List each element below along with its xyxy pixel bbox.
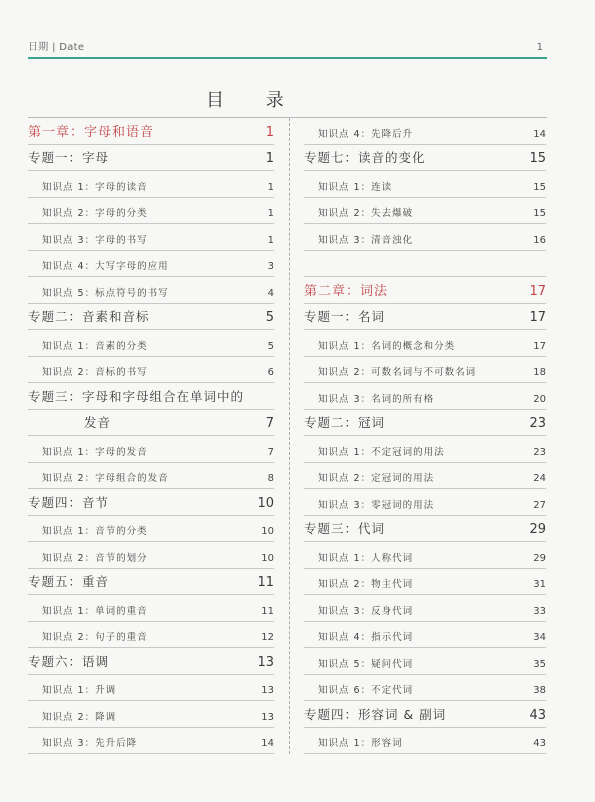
toc-entry-page: 33 [533, 605, 546, 617]
toc-entry-title: 专题二：音素和音标 [28, 309, 150, 324]
toc-point-row [304, 330, 546, 357]
toc-point-row [304, 357, 546, 384]
toc-entry-page: 17 [529, 310, 546, 325]
toc-entry-page: 13 [261, 685, 274, 696]
toc-entry-title: 专题三：字母和字母组合在单词中的 [28, 388, 245, 404]
toc-entry-page: 35 [533, 658, 546, 670]
column-divider [289, 118, 290, 754]
toc-entry-title: 知识点 1：名词的概念和分类 [318, 340, 456, 352]
toc-entry-page: 15 [529, 151, 546, 166]
toc-point-row [28, 436, 274, 463]
toc-entry-page: 5 [265, 310, 274, 325]
toc-point-row [28, 171, 274, 198]
toc-entry-page: 24 [533, 473, 546, 484]
toc-point-row [304, 463, 546, 490]
toc-point-row [28, 198, 274, 225]
toc-entry-title: 知识点 1：音素的分类 [42, 340, 148, 352]
toc-entry-page: 1 [265, 151, 274, 166]
toc-entry-title: 知识点 2：可数名词与不可数名词 [318, 367, 477, 378]
toc-point-row [28, 277, 274, 304]
toc-entry-page: 1 [265, 124, 274, 140]
toc-entry-page: 11 [261, 605, 274, 617]
toc-entry-title: 知识点 1：不定冠词的用法 [318, 446, 445, 458]
toc-topic-row [304, 304, 546, 331]
toc-entry-title: 专题三：代词 [304, 521, 386, 536]
toc-entry-page: 29 [533, 552, 546, 564]
toc-entry-title: 专题一：名词 [304, 309, 386, 324]
toc-entry-title: 知识点 2：字母的分类 [42, 208, 148, 219]
toc-entry-page: 29 [529, 522, 546, 537]
page-number: 1 [536, 42, 543, 53]
toc-entry-title: 知识点 2：物主代词 [318, 579, 414, 590]
toc-entry-title: 知识点 3：零冠词的用法 [318, 499, 435, 511]
toc-entry-title: 第二章：词法 [304, 283, 389, 299]
toc-entry-page: 15 [533, 181, 546, 193]
toc-entry-title: 知识点 4：先降后升 [318, 128, 414, 140]
toc-entry-page: 13 [257, 654, 274, 670]
toc-point-row [28, 595, 274, 622]
toc-entry-title: 专题一：字母 [28, 150, 110, 165]
toc-topic-row [304, 701, 546, 728]
toc-entry-title: 发音 [84, 415, 112, 430]
toc-entry-title: 知识点 3：名词的所有格 [318, 393, 435, 405]
toc-entry-page: 5 [267, 340, 274, 352]
toc-entry-title: 知识点 1：人称代词 [318, 552, 414, 564]
toc-entry-page: 13 [261, 711, 274, 723]
toc-point-row [304, 171, 546, 198]
toc-entry-page: 16 [533, 234, 546, 246]
toc-topic-row [28, 383, 274, 410]
toc-entry-title: 知识点 2：音标的书写 [42, 367, 148, 378]
toc-entry-title: 知识点 1：连读 [318, 181, 393, 193]
toc-entry-page: 23 [529, 416, 546, 431]
toc-entry-page: 38 [533, 685, 546, 696]
toc-point-row [28, 701, 274, 728]
toc-point-row [304, 622, 546, 649]
toc-entry-title: 专题六：语调 [28, 653, 110, 669]
toc-entry-title: 专题五：重音 [28, 574, 110, 589]
toc-point-row [28, 357, 274, 384]
toc-entry-page: 12 [261, 632, 274, 643]
toc-point-row [28, 463, 274, 490]
toc-entry-title: 专题七：读音的变化 [304, 150, 426, 165]
toc-entry-page: 27 [533, 499, 546, 511]
toc-point-row [304, 383, 546, 410]
header-rule [28, 57, 547, 59]
toc-title: 目 录 [206, 90, 302, 111]
toc-entry-page: 10 [261, 552, 274, 564]
toc-point-row [304, 198, 546, 225]
toc-entry-page: 43 [529, 707, 546, 723]
toc-entry-title: 知识点 5：疑问代词 [318, 658, 414, 670]
toc-point-row [28, 251, 274, 278]
toc-entry-page: 14 [533, 128, 546, 140]
toc-entry-page: 11 [257, 575, 274, 590]
toc-entry-title: 知识点 1：音节的分类 [42, 526, 148, 537]
toc-entry-page: 1 [267, 181, 274, 193]
toc-point-row [304, 542, 546, 569]
toc-entry-title: 知识点 2：失去爆破 [318, 208, 414, 219]
toc-entry-title: 知识点 3：先升后降 [42, 738, 138, 749]
toc-entry-page: 3 [267, 261, 274, 272]
toc-entry-title: 知识点 1：字母的读音 [42, 181, 148, 193]
toc-entry-page: 14 [261, 738, 274, 749]
toc-topic-row [28, 145, 274, 172]
toc-entry-title: 知识点 3：反身代词 [318, 605, 414, 617]
toc-point-row [28, 622, 274, 649]
toc-chapter-row [28, 118, 274, 145]
toc-point-row [304, 436, 546, 463]
toc-entry-title: 专题四：音节 [28, 494, 110, 510]
toc-entry-page: 20 [533, 393, 546, 405]
toc-entry-title: 知识点 1：形容词 [318, 738, 403, 749]
toc-entry-title: 专题四：形容词 & 副词 [304, 706, 447, 722]
toc-point-row [28, 675, 274, 702]
toc-topic-row [28, 489, 274, 516]
toc-point-row [304, 224, 546, 251]
toc-blank-row [304, 251, 546, 278]
toc-entry-title: 知识点 3：清音浊化 [318, 234, 414, 246]
toc-topic-row [28, 304, 274, 331]
toc-topic-row [28, 410, 274, 437]
toc-entry-page: 7 [265, 416, 274, 431]
toc-entry-page: 10 [257, 495, 274, 511]
toc-entry-page: 1 [267, 234, 274, 246]
toc-entry-title: 知识点 5：标点符号的书写 [42, 287, 169, 299]
toc-entry-page: 15 [533, 208, 546, 219]
toc-topic-row [304, 410, 546, 437]
toc-point-row [28, 728, 274, 755]
toc-entry-title: 知识点 4：大写字母的应用 [42, 261, 169, 272]
toc-chapter-row [304, 277, 546, 304]
toc-entry-title: 知识点 2：句子的重音 [42, 632, 148, 643]
toc-entry-title: 知识点 1：单词的重音 [42, 605, 148, 617]
toc-entry-page: 18 [533, 367, 546, 378]
toc-entry-page: 8 [267, 473, 274, 484]
toc-entry-page: 17 [533, 340, 546, 352]
toc-point-row [28, 330, 274, 357]
toc-entry-title: 专题二：冠词 [304, 415, 386, 430]
toc-entry-title: 知识点 6：不定代词 [318, 685, 414, 696]
toc-point-row [28, 224, 274, 251]
toc-entry-page: 4 [267, 287, 274, 299]
toc-entry-title: 知识点 4：指示代词 [318, 632, 414, 643]
toc-left-column [28, 118, 274, 754]
toc-entry-title: 知识点 2：字母组合的发音 [42, 473, 169, 484]
toc-point-row [304, 648, 546, 675]
toc-topic-row [28, 569, 274, 596]
toc-point-row [28, 542, 274, 569]
toc-point-row [304, 728, 546, 755]
toc-entry-page: 10 [261, 526, 274, 537]
toc-entry-page: 1 [267, 208, 274, 219]
toc-entry-title: 知识点 1：字母的发音 [42, 446, 148, 458]
toc-entry-title: 知识点 2：降调 [42, 711, 117, 723]
toc-entry-title: 知识点 1：升调 [42, 685, 117, 696]
toc-entry-page: 31 [533, 579, 546, 590]
toc-entry-title: 知识点 3：字母的书写 [42, 234, 148, 246]
toc-point-row [304, 118, 546, 145]
toc-point-row [28, 516, 274, 543]
toc-topic-row [28, 648, 274, 675]
toc-entry-page: 34 [533, 632, 546, 643]
date-label: 日期 | Date [28, 42, 85, 53]
toc-point-row [304, 569, 546, 596]
toc-right-column [304, 118, 546, 754]
toc-entry-page: 6 [267, 367, 274, 378]
toc-point-row [304, 595, 546, 622]
toc-point-row [304, 489, 546, 516]
toc-entry-page: 17 [529, 283, 546, 299]
toc-entry-page: 7 [267, 446, 274, 458]
toc-entry-page: 23 [533, 446, 546, 458]
toc-topic-row [304, 516, 546, 543]
toc-entry-title: 第一章：字母和语音 [28, 124, 155, 140]
toc-entry-title: 知识点 2：音节的划分 [42, 552, 148, 564]
toc-entry-title: 知识点 2：定冠词的用法 [318, 473, 435, 484]
toc-topic-row [304, 145, 546, 172]
toc-point-row [304, 675, 546, 702]
toc-entry-page: 43 [533, 738, 546, 749]
